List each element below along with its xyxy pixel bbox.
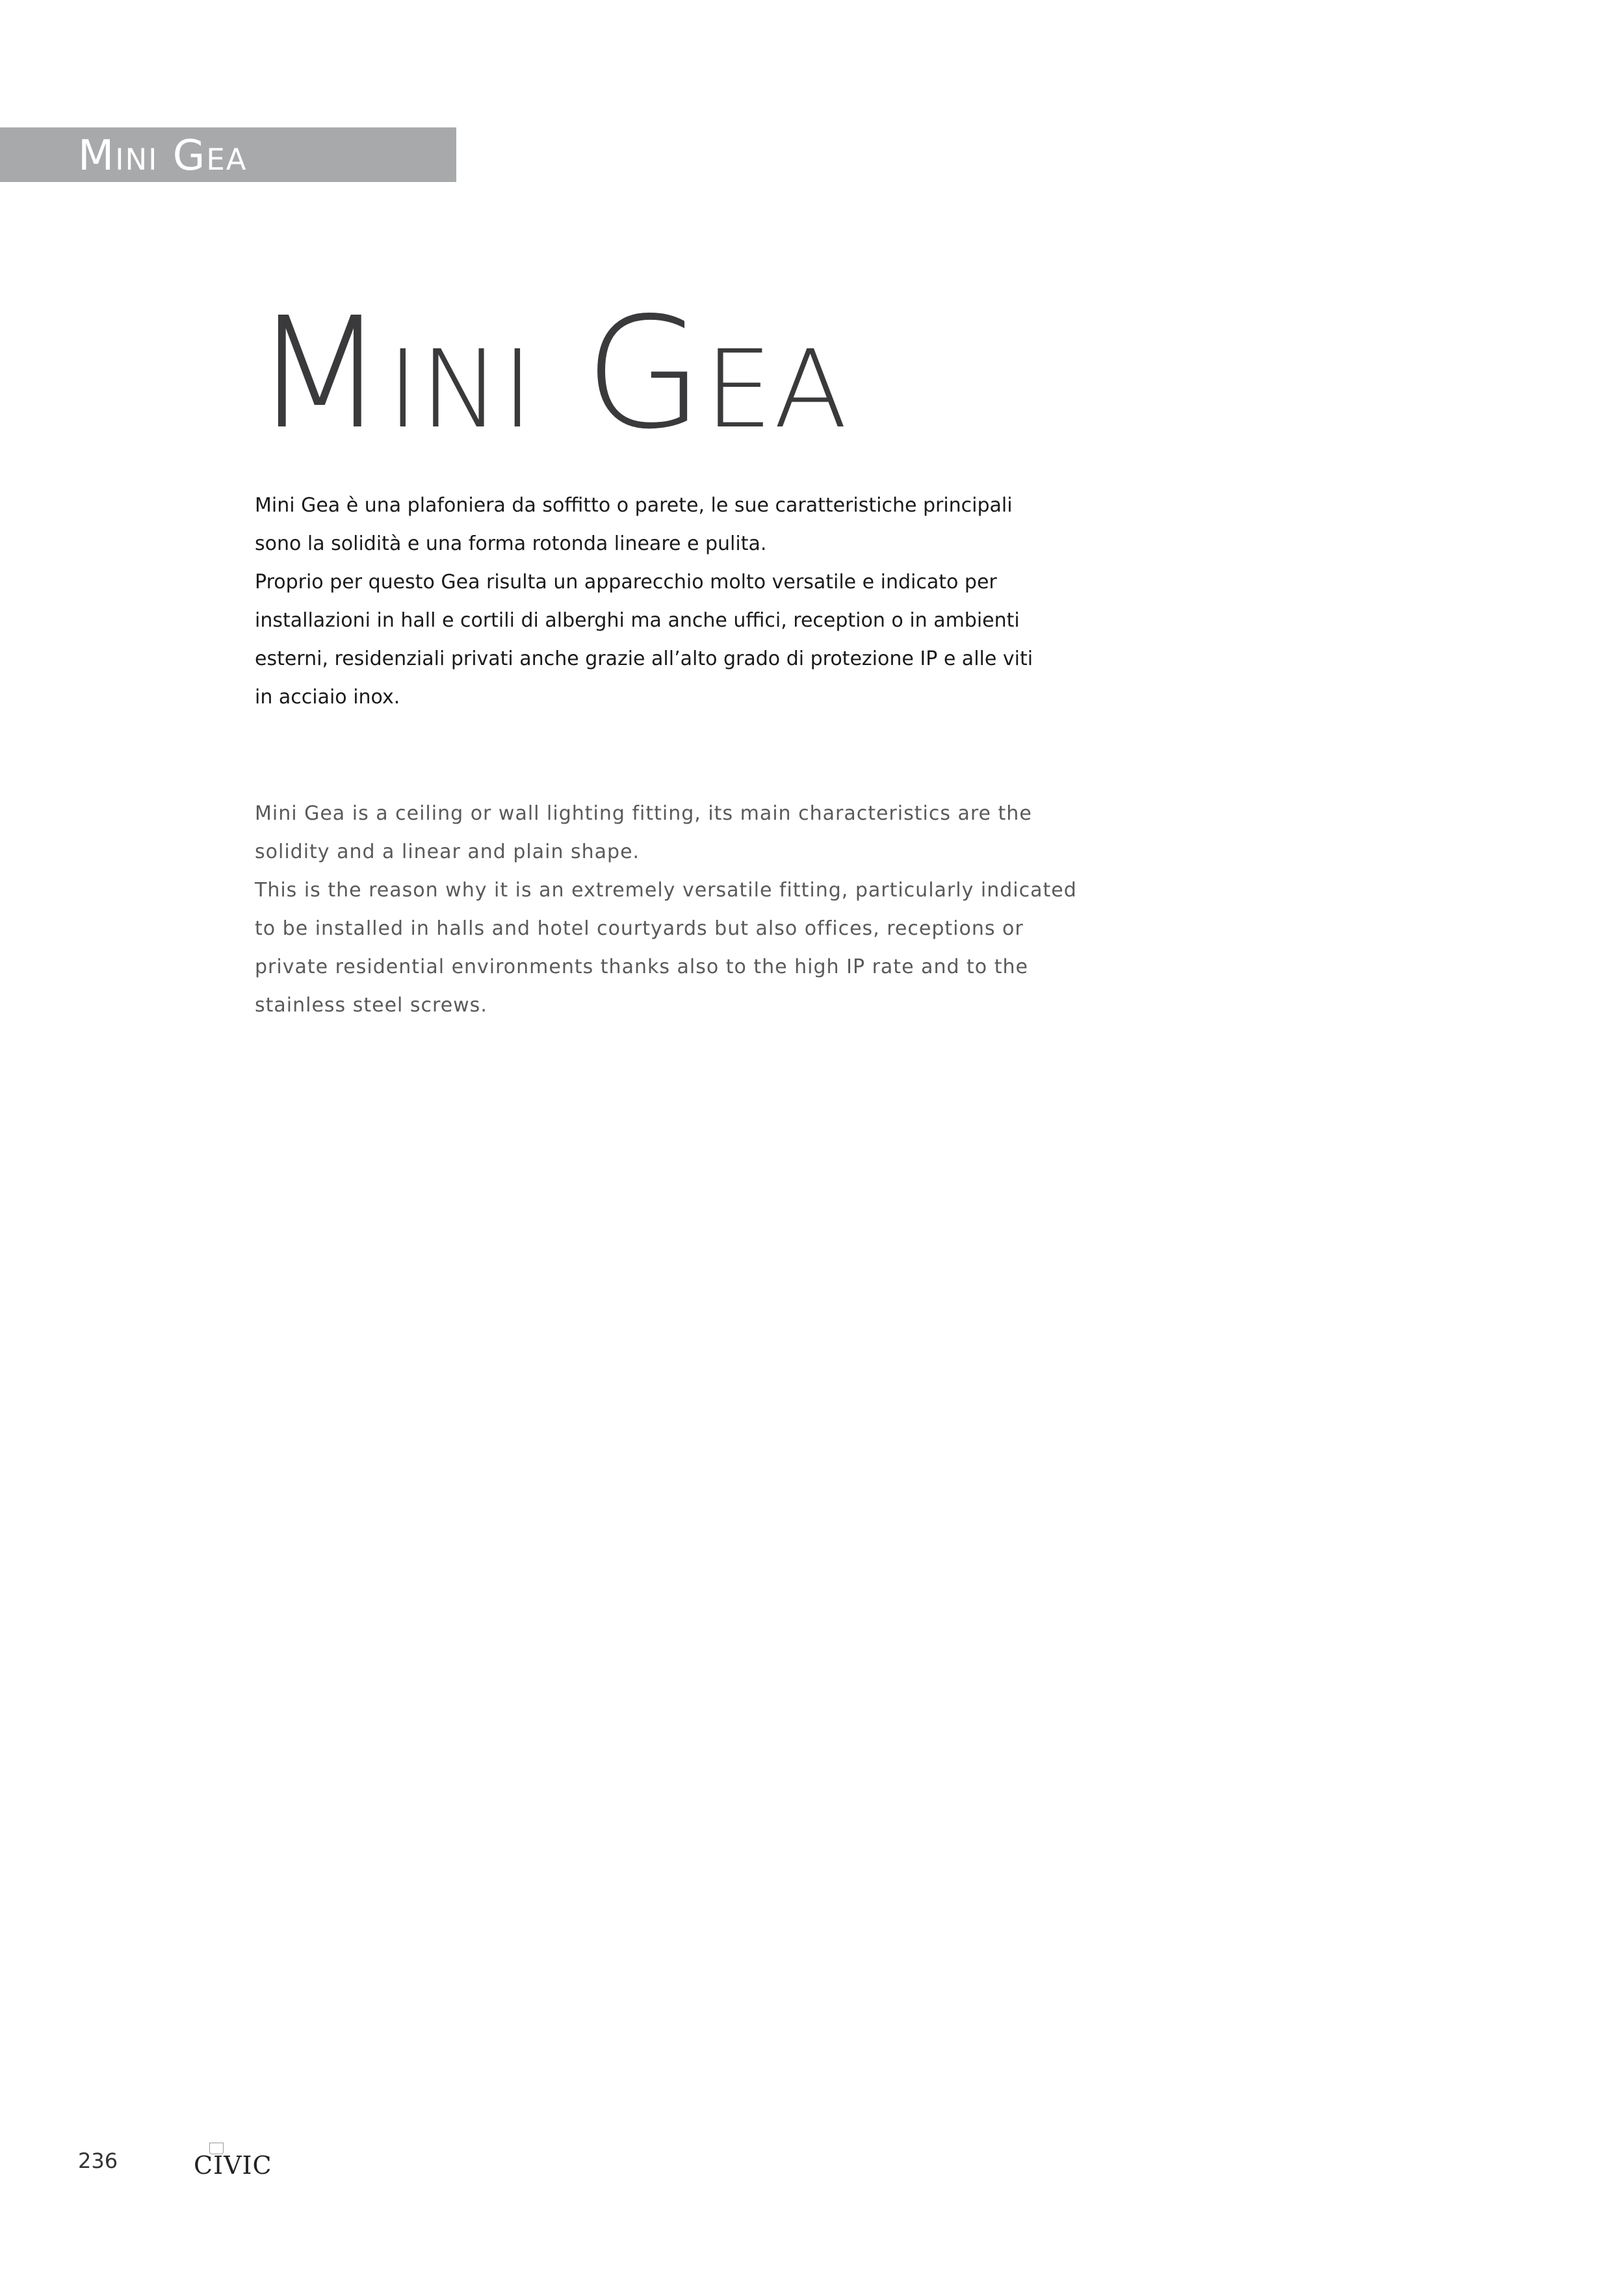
page-title: Mini Gea xyxy=(253,284,849,463)
description-italian-line: Mini Gea è una plafoniera da soffitto o parete, le sue caratteristiche principali xyxy=(255,494,1013,517)
description-english-line: stainless steel screws. xyxy=(255,994,487,1017)
section-header-band xyxy=(0,127,456,182)
description-english-line: to be installed in halls and hotel courtyards but also offices, receptions or xyxy=(255,917,1024,940)
description-italian xyxy=(255,486,1054,716)
description-italian-line: in acciaio inox. xyxy=(255,686,400,709)
description-italian-line: Proprio per questo Gea risulta un apparecchio molto versatile e indicato per xyxy=(255,571,997,594)
description-english-line: private residential environments thanks also to the high IP rate and to the xyxy=(255,956,1028,978)
description-english-line: solidity and a linear and plain shape. xyxy=(255,841,640,863)
brand-logo xyxy=(194,2143,272,2182)
brand-logo-text: CIVIC xyxy=(194,2151,272,2180)
description-italian-line: sono la solidità e una forma rotonda lineare e pulita. xyxy=(255,532,767,555)
page-number: 236 xyxy=(78,2148,118,2173)
description-english-line: Mini Gea is a ceiling or wall lighting fitting, its main characteristics are the xyxy=(255,802,1032,825)
description-italian-line: esterni, residenziali privati anche grazie all’alto grado di protezione IP e alle viti xyxy=(255,647,1033,670)
description-english-line: This is the reason why it is an extremely versatile fitting, particularly indicated xyxy=(255,879,1077,902)
section-header-title: Mini Gea xyxy=(78,132,248,180)
description-italian-line: installazioni in hall e cortili di alberghi ma anche uffici, reception o in ambienti xyxy=(255,609,1020,632)
description-english xyxy=(255,794,1077,1024)
